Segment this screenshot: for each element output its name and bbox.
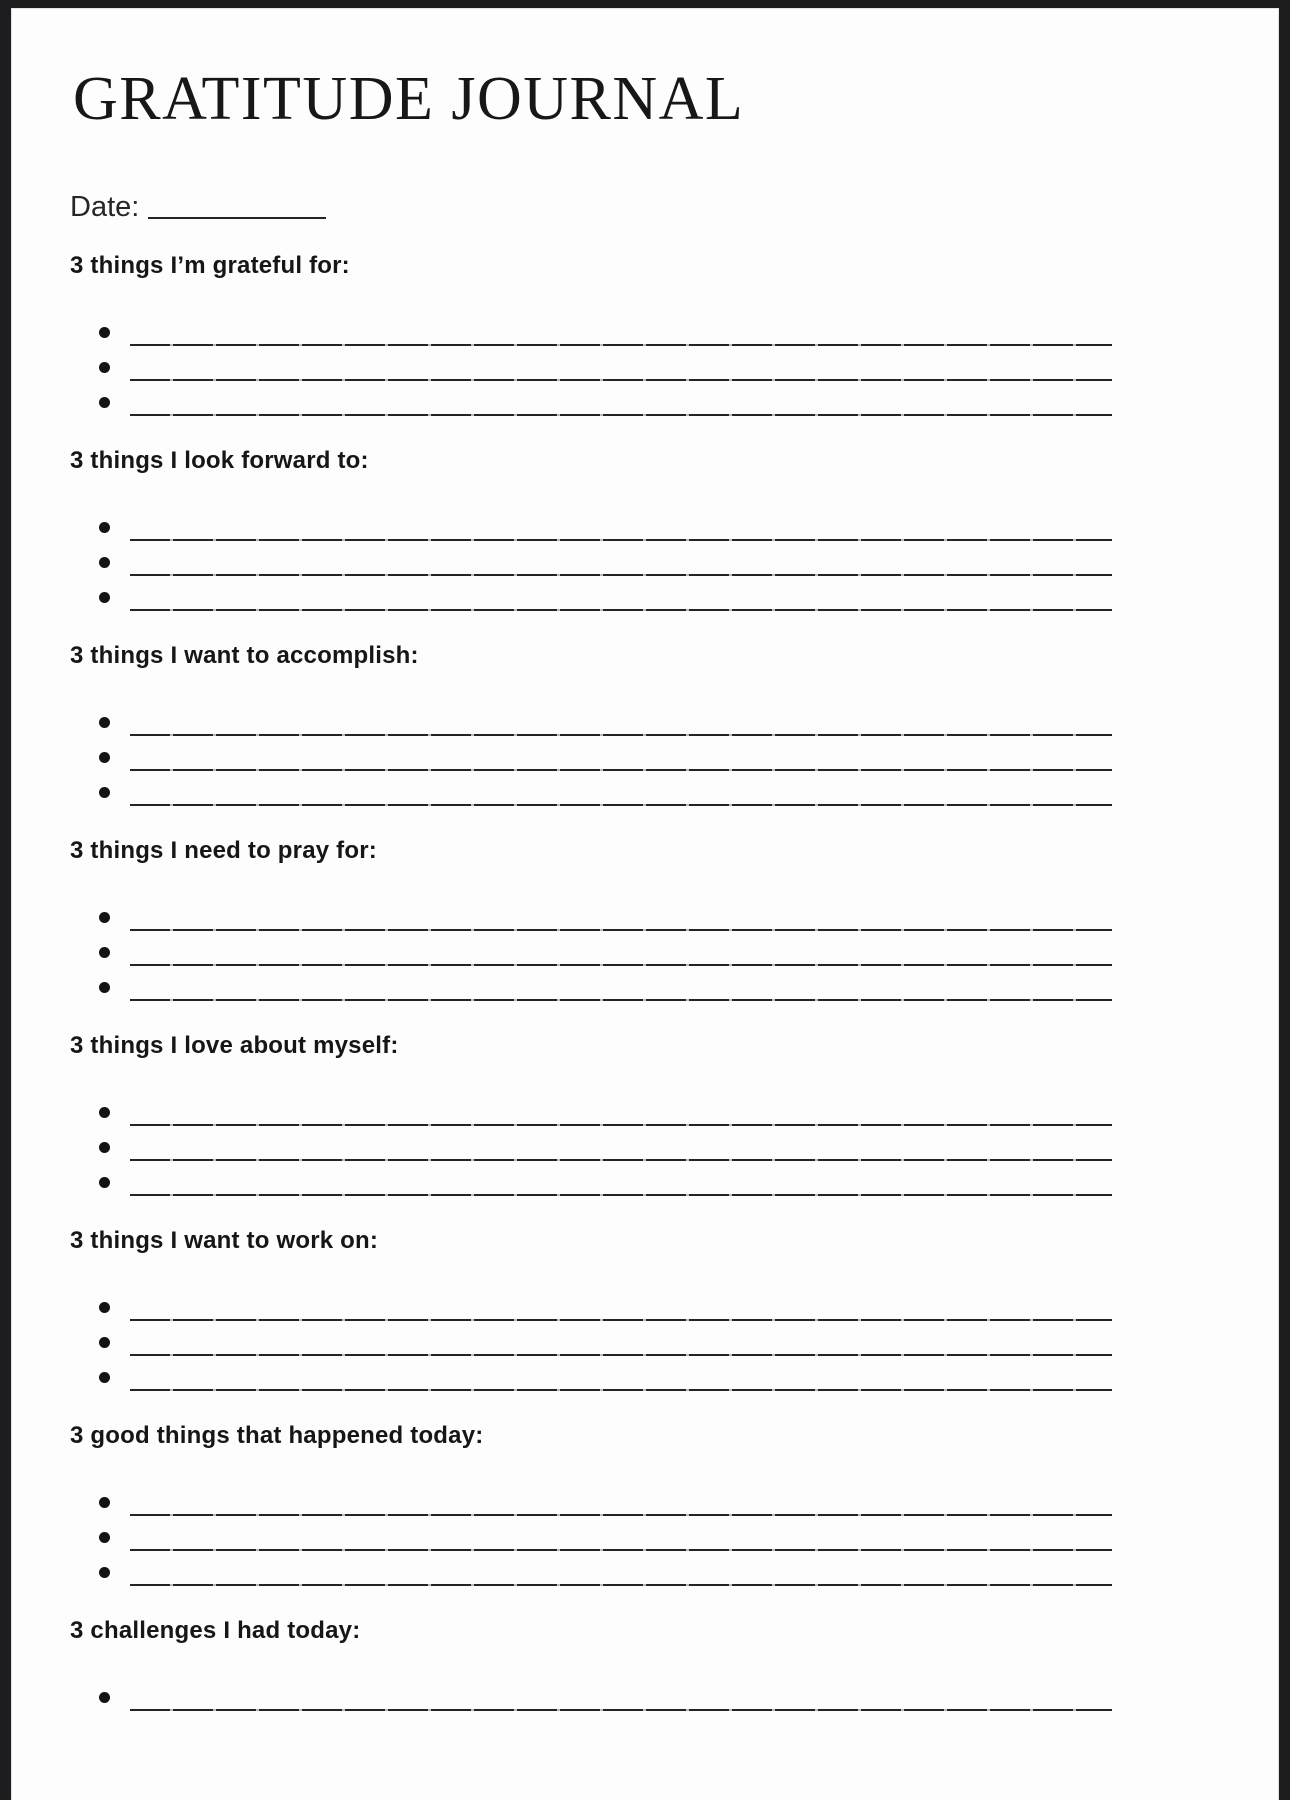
journal-section [70,642,1278,808]
blank-write-line [130,734,1112,737]
page-title: GRATITUDE JOURNAL [73,65,745,133]
section-header: 3 things I’m grateful for: [70,252,350,279]
blank-write-line [130,539,1112,542]
bullet-icon [99,1177,110,1188]
blank-write-line [130,574,1112,577]
bullet-line-list [70,898,1278,1003]
bullet-line-row [70,1553,1278,1588]
blank-write-line [130,1549,1112,1552]
bullet-line-row [70,1518,1278,1553]
blank-write-line [130,414,1112,417]
bullet-line-list [70,1288,1278,1393]
bullet-icon [99,1142,110,1153]
journal-page [12,9,1278,1800]
bullet-line-list [70,1483,1278,1588]
bullet-icon [99,397,110,408]
bullet-line-row [70,1093,1278,1128]
journal-section [70,447,1278,613]
bullet-icon [99,1692,110,1703]
journal-section [70,252,1278,418]
blank-write-line [130,999,1112,1002]
journal-section [70,1422,1278,1588]
blank-write-line [130,379,1112,382]
date-row [70,191,1278,223]
section-header: 3 things I love about myself: [70,1032,399,1059]
blank-write-line [130,804,1112,807]
bullet-line-row [70,543,1278,578]
blank-write-line [130,1354,1112,1357]
blank-write-line [130,1514,1112,1517]
bullet-line-row [70,348,1278,383]
bullet-line-row [70,383,1278,418]
blank-write-line [130,769,1112,772]
bullet-line-row [70,738,1278,773]
section-header: 3 things I look forward to: [70,447,369,474]
bullet-icon [99,1497,110,1508]
bullet-icon [99,1302,110,1313]
bullet-line-row [70,1163,1278,1198]
blank-write-line [130,1389,1112,1392]
bullet-icon [99,522,110,533]
date-label: Date: [70,191,140,223]
bullet-line-list [70,313,1278,418]
journal-section [70,1032,1278,1198]
date-blank-line [148,217,326,219]
blank-write-line [130,1584,1112,1587]
bullet-line-row [70,1323,1278,1358]
bullet-icon [99,592,110,603]
bullet-line-row [70,578,1278,613]
section-header: 3 things I want to accomplish: [70,642,419,669]
bullet-line-row [70,773,1278,808]
bullet-icon [99,1567,110,1578]
bullet-icon [99,1107,110,1118]
section-header: 3 things I need to pray for: [70,837,377,864]
bullet-line-row [70,703,1278,738]
sections-container [70,252,1278,1713]
bullet-icon [99,362,110,373]
bullet-line-row [70,1358,1278,1393]
bullet-icon [99,947,110,958]
bullet-icon [99,752,110,763]
bullet-line-row [70,968,1278,1003]
bullet-line-list [70,508,1278,613]
blank-write-line [130,964,1112,967]
journal-section [70,1227,1278,1393]
bullet-icon [99,1372,110,1383]
bullet-icon [99,557,110,568]
bullet-icon [99,982,110,993]
bullet-icon [99,787,110,798]
bullet-line-row [70,1678,1278,1713]
bullet-line-row [70,898,1278,933]
bullet-line-list [70,703,1278,808]
bullet-line-row [70,313,1278,348]
bullet-line-row [70,1128,1278,1163]
bullet-line-row [70,508,1278,543]
bullet-line-list [70,1093,1278,1198]
bullet-icon [99,1337,110,1348]
journal-section [70,837,1278,1003]
bullet-icon [99,912,110,923]
blank-write-line [130,1194,1112,1197]
bullet-line-row [70,1483,1278,1518]
section-header: 3 things I want to work on: [70,1227,379,1254]
blank-write-line [130,1319,1112,1322]
blank-write-line [130,1159,1112,1162]
blank-write-line [130,344,1112,347]
journal-section [70,1617,1278,1713]
bullet-line-row [70,1288,1278,1323]
bullet-icon [99,327,110,338]
bullet-line-list [70,1678,1278,1713]
bullet-line-row [70,933,1278,968]
section-header: 3 good things that happened today: [70,1422,484,1449]
blank-write-line [130,1124,1112,1127]
blank-write-line [130,929,1112,932]
blank-write-line [130,1709,1112,1712]
section-header: 3 challenges I had today: [70,1617,361,1644]
bullet-icon [99,1532,110,1543]
bullet-icon [99,717,110,728]
blank-write-line [130,609,1112,612]
